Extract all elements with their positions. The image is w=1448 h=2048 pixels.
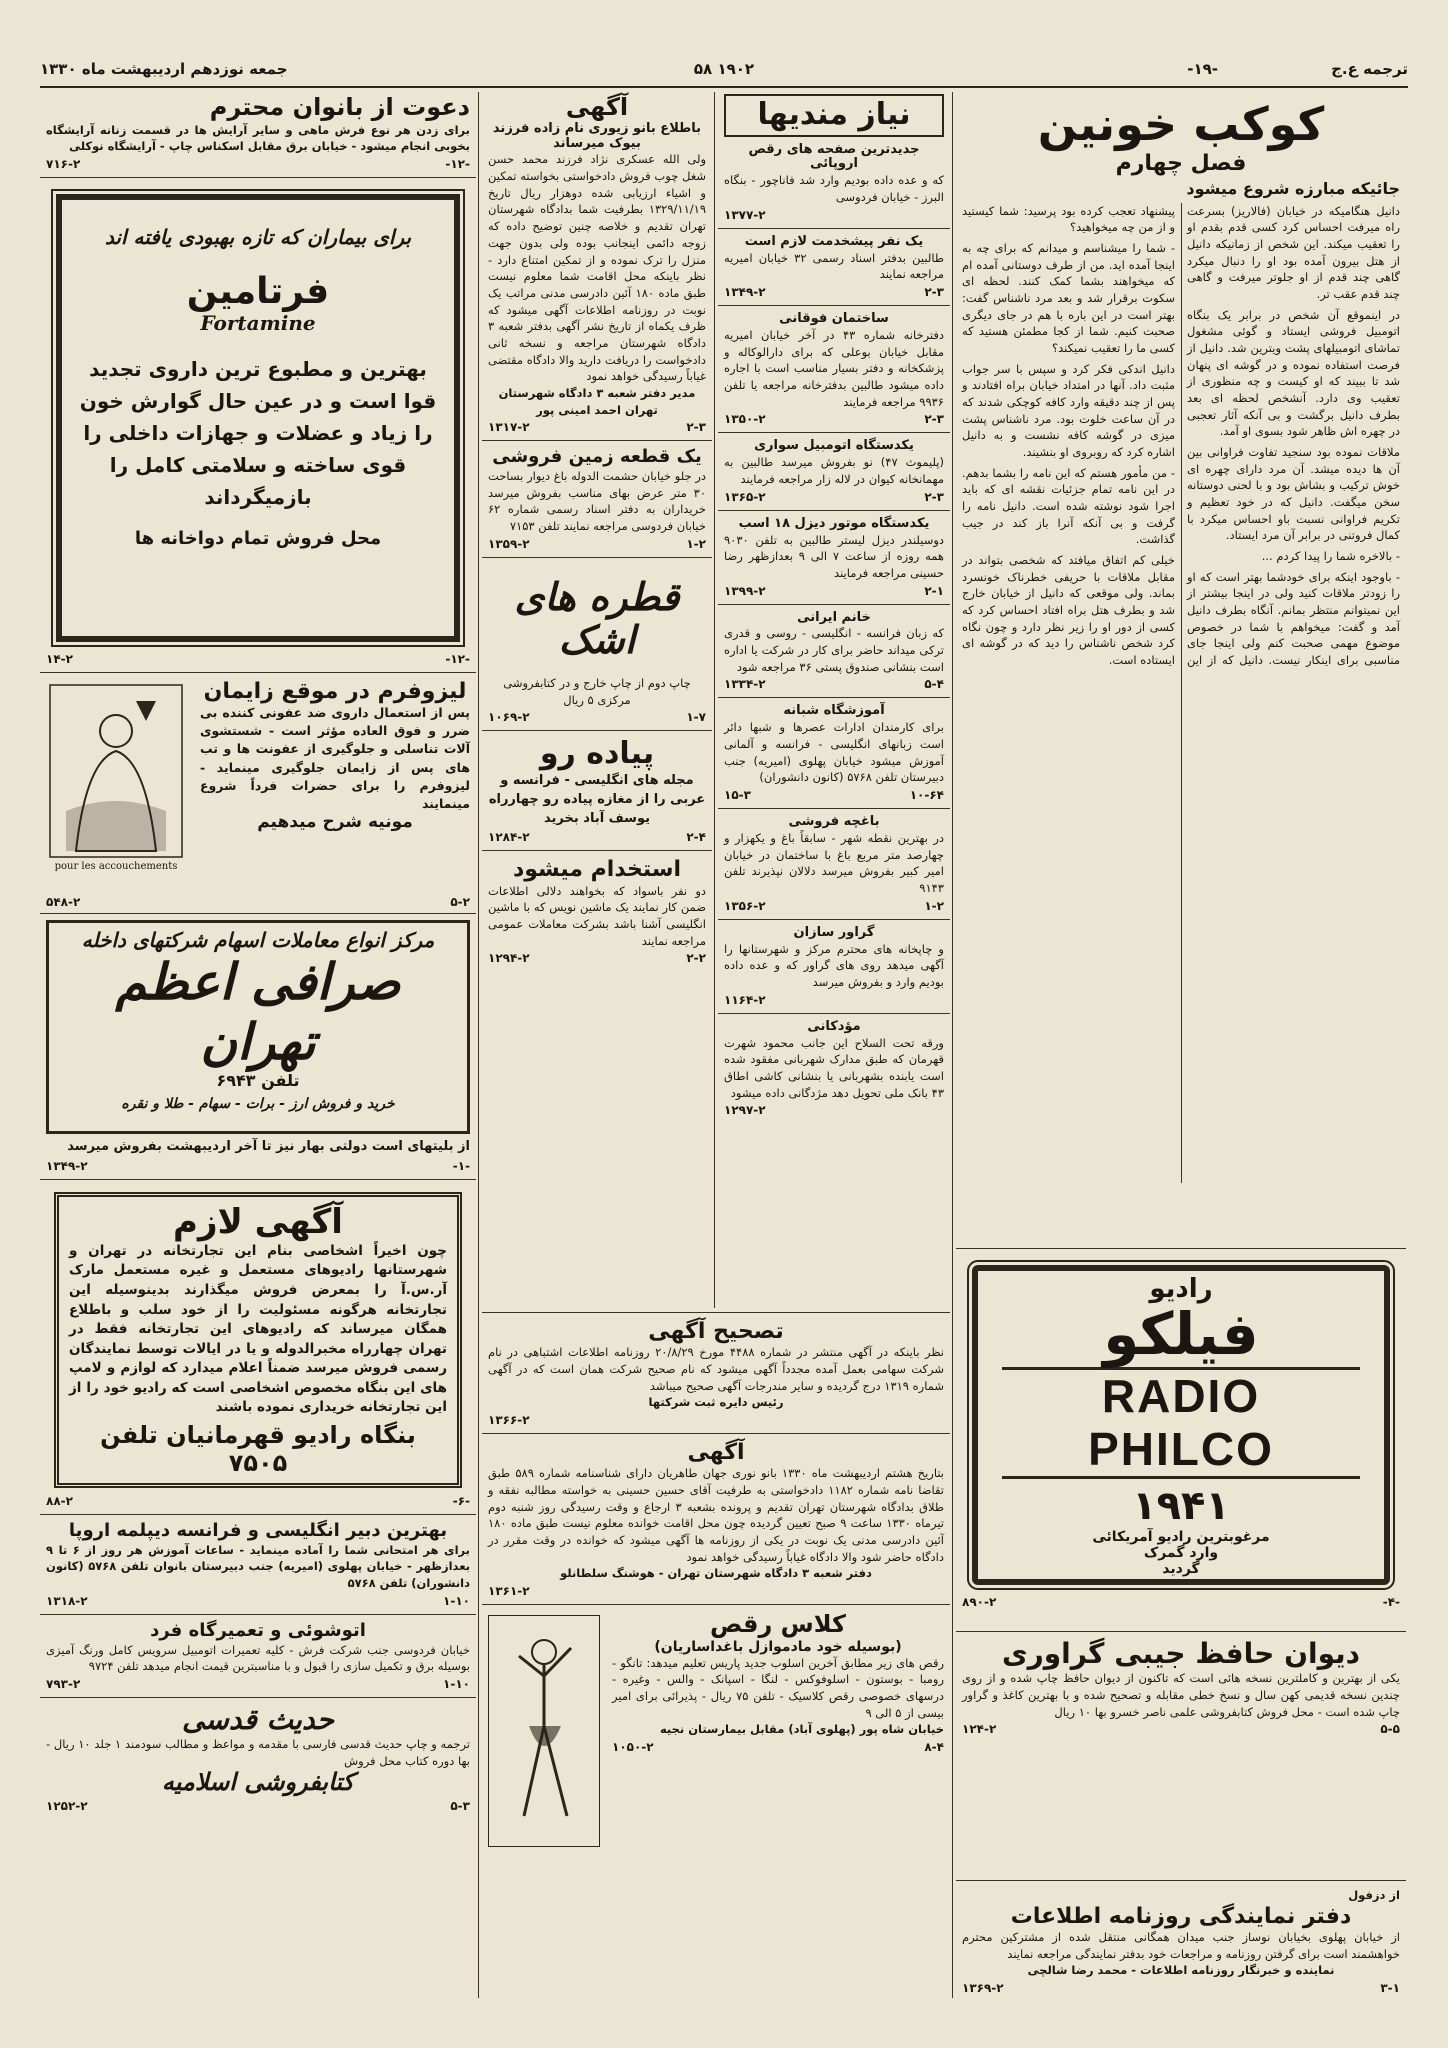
ad-code: ۱۲۹۷-۲ [724, 1103, 766, 1118]
ad-azam-exchange [40, 918, 476, 1175]
radio-sub: مرغوبترین رادیو آمریکائی [1092, 1528, 1270, 1545]
ad-small-head: از دزفول [1348, 1888, 1400, 1902]
column-rule [478, 92, 479, 1998]
page-number: -۱۹- [1187, 60, 1218, 78]
ad-body: مجله های انگلیسی - فرانسه و عربی را از مغازه پیاده رو چهارراه یوسف آباد بخرید [488, 772, 706, 826]
ad-body: در بهترین نقطه شهر - سابقاً باغ و یکهزار و چهارصد متر مربع باغ با ساختمان در خیابان امیر کبیر بفروش میرسد دلالان نپذیرند تلفن ۹۱۴۳ [724, 831, 944, 896]
ad-sub: خرید و فروش ارز - برات - سهام - طلا و نقره [121, 1096, 395, 1113]
story-paragraph: دانیل اندکی فکر کرد و سپس با سر جواب مثبت داد. آنها در امتداد خیابان براه افتادند و پس از چند دقیقه وارد کافه کوچکی شدند که در آن ساعت خلوت بود. مرد ناشناس پشت میزی در گوشه کافه نشست و به دانیل اشاره کرد که روبروی او بنشیند. [962, 361, 1175, 459]
ad-title: آموزشگاه شبانه [783, 703, 885, 719]
ad-title: یک قطعه زمین فروشی [492, 446, 702, 468]
column-notices [482, 92, 712, 1308]
ad-code: ۱۳۶۶-۲ [488, 1412, 530, 1427]
ad-code: ۲-۳ ۱۳۵۰-۲ [724, 412, 944, 427]
ad-title: گراور سازان [793, 924, 875, 940]
story-paragraph: در اینموقع آن شخص در برابر یک بنگاه اتومبیل فروشی ایستاد و گوئی مشغول تماشای اتومبیلهای پشت ویترین شد. دانیل از فرصت استفاده نموده و در گوشه ای پنهان شد تا ببیند که او کیست و چه منظوری از تعقیب وی دارد. آنشخص لحظه ای بعد بطرف دانیل برگشت و بی آنکه آثار تعجبی در چهره اش ظاهر شود بسوی او آمد. [1187, 307, 1400, 439]
mother-illustration [46, 681, 186, 881]
ad-code: ۱-۷ ۱۰۶۹-۲ [488, 710, 706, 725]
ad-title: خانم ایرانی [797, 609, 871, 625]
ad-body: دوسیلندر دیزل لیستر طالبین به تلفن ۹۰۳۰ همه روزه از ساعت ۷ الی ۹ بعدازظهر رضا حسینی مراجعه فرمایند [724, 532, 944, 580]
ad-body: در جلو خیابان حشمت الدوله باغ دیوار بساحت ۳۰ متر عرض بهای مناسب بفروش میرسد خریداران به دفتر اسناد رسمی شماره ۶۲ خیابان فردوسی مراجعه نمایند تلفن ۷۱۵۳ [488, 468, 706, 533]
ad-title: دیوان حافظ جیبی گراوری [1001, 1637, 1361, 1670]
ad-code: ۳-۱ ۱۳۶۹-۲ [962, 1980, 1400, 1995]
ad-court-notice [482, 92, 712, 436]
ad-sign: دفتر شعبه ۳ دادگاه شهرستان تهران - هوشنگ سلطانلو [560, 1566, 872, 1581]
story-paragraph: - شما را میشناسم و میدانم که برای چه به اینجا آمده اید. من از طرف دوستانی آمده ام که میخواهند بشما کمک کنند. لحظه ای سکوت برقرار شد و بعد مرد ناشناس گفت: بهتر است در این باره با هم در جای دیگری صحبت کنیم. شما از کجا مطمئن هستید که کسی ما را تعقیب نمیکند؟ [962, 240, 1175, 355]
column-rule [714, 92, 715, 1308]
story-title: کوکب خونین [1037, 97, 1325, 151]
ad-code: ۸-۴ ۱۰۵۰-۲ [612, 1740, 944, 1755]
ad-title: کلاس رقص [710, 1609, 846, 1638]
brand-fa: فرتامین [186, 270, 330, 312]
ad-code: ۱-۲ ۱۳۵۶-۲ [724, 898, 944, 913]
ad-night-school [718, 702, 950, 804]
ad-body: (پلیموث ۴۷) نو بفروش میرسد طالبین به مهمانخانه کیوان در لاله زار مراجعه فرمایند [724, 455, 944, 486]
ad-hiring [482, 855, 712, 967]
ad-body: دو نفر باسواد که بخواهند دلالی اطلاعات ضمن کار نمایند یک ماشین نویس که با ماشین انگلیسی آشنا باشد بشرکت معاملات عمومی مراجعه نمایند [488, 883, 706, 948]
ad-footer: محل فروش تمام دواخانه ها [134, 528, 382, 550]
ad-code: ۱-۲ ۱۳۵۹-۲ [488, 536, 706, 551]
ad-sidewalk-shop [482, 735, 712, 846]
ad-code: ۱-۱۰ ۷۹۳-۲ [46, 1676, 470, 1691]
ad-title: آگهی [687, 1439, 745, 1465]
translator-credit: ترجمه ع.ج [1331, 60, 1408, 78]
story-paragraph: خیلی کم اتفاق میافتد که شخصی بتواند در مقابل ملاقات با حریفی خطرناک خونسرد بماند. ولی موقعی که دانیل از خیابان خارج شد و بطرف هتل براه افتاد احساس کرد که کسی از دور او را زیر نظر دارد و چون نگاه کرد شخص ناشناس را دید که در گوشه ای ایستاده است. [962, 553, 1175, 668]
ad-code: -۶- ۸۸-۲ [46, 1494, 470, 1509]
column-story [956, 92, 1406, 1998]
ad-title: دعوت از بانوان محترم [209, 93, 470, 121]
ad-title: یکدستگاه اتومبیل سواری [754, 438, 914, 454]
story-chapter: فصل چهارم [1115, 150, 1247, 176]
ad-iranian-lady [718, 609, 950, 694]
ad-phone: تلفن ۶۹۴۳ [216, 1070, 300, 1090]
ad-garden-sale [718, 813, 950, 915]
ad-hadith-book [40, 1702, 476, 1815]
ad-title: جدیدترین صفحه های رقص اروپائی [748, 141, 920, 172]
ad-code: ۱۱۶۴-۲ [724, 992, 766, 1007]
ad-code: ۲-۳ ۱۳۶۵-۲ [724, 489, 944, 504]
radio-sub: وارد گمرک [1143, 1544, 1219, 1561]
issue-date: جمعه نوزدهم اردیبهشت ماه ۱۳۳۰ [40, 60, 288, 78]
column-classifieds [718, 92, 950, 1308]
ad-code: -۴- ۸۹۰-۲ [962, 1595, 1400, 1609]
ad-code: ۵-۵ ۱۲۴-۲ [962, 1722, 1400, 1737]
ad-title: تصحیح آگهی [648, 1319, 784, 1344]
ad-code: ۲-۳ ۱۳۱۷-۲ [488, 420, 706, 435]
classifieds-head: نیاز مندیها [724, 94, 944, 137]
column-rule [952, 92, 953, 1998]
ad-sign: نماینده و خبرنگار روزنامه اطلاعات - محمد رضا شالچی [1027, 1963, 1335, 1978]
story-subtitle: جائیکه مبارزه شروع میشود [1186, 179, 1400, 199]
ad-title: یک نفر پیشخدمت لازم است [744, 233, 924, 249]
ad-code: ۱-۱۰ ۱۳۱۸-۲ [46, 1593, 470, 1608]
ad-body: و چاپخانه های محترم مرکز و شهرستانها را آگهی میدهد روی های گراور که و عده داده بودیم وارد و بفروش میرسد [724, 941, 944, 990]
ad-code: ۱۳۷۷-۲ [724, 207, 766, 222]
illustration-caption: pour les accouchements [54, 860, 178, 872]
ad-headline: برای بیماران که تازه بهبودی یافته اند [104, 224, 412, 249]
ad-body: رقص های زیر مطابق آخرین اسلوب جدید پاریس تعلیم میدهد: تانگو - رومبا - بوستون - اسلوفوکس - لنگا - اسپانک - والس - وغیره - درسهای خصوصی رقص کلاسیک - تلفن ۷۵ ریال - پذیرائی برای امیر بیسی از ۵ الی ۹ [612, 1655, 944, 1720]
ad-body: طالبین بدفتر اسناد رسمی ۳۲ خیابان امیریه مراجعه نمایند [724, 250, 944, 282]
ad-code: ۱۳۶۱-۲ [488, 1583, 530, 1598]
ad-brand: صرافی اعظم تهران [115, 952, 401, 1071]
ad-code: ۵-۳ ۱۲۵۲-۲ [46, 1798, 470, 1813]
page-header [40, 58, 1408, 88]
ad-title: مؤدکانی [807, 1018, 861, 1034]
ad-note: از بلیتهای است دولتی بهار نیز تا آخر اردیبهشت بفروش میرسد [67, 1138, 470, 1154]
ad-body: پس از استعمال داروی ضد عفونی کننده بی ضرر و فوق العاده مؤثر است - شستشوی آلات تناسلی و جلوگیری از عفونت ها و تب های پس از زایمان جلوگیری مینماید - لیزوفرم را برای حضرات فرداً شروع مینمایند [200, 705, 470, 811]
ad-tutor [40, 1519, 476, 1610]
radio-word: رادیو [1149, 1274, 1213, 1304]
ad-sign: مدیر دفتر شعبه ۳ دادگاه شهرستان تهران احمد امینی پور [498, 385, 696, 417]
ad-radio-philco [956, 1253, 1406, 1627]
ad-dezful-office [956, 1880, 1406, 1998]
ad-car [718, 437, 950, 505]
ad-body: بهترین و مطبوع ترین داروی تجدید قوا است و در عین حال گوارش خون را زیاد و عضلات و جهازات داخلی را قوی ساخته و سلامتی کامل را بازمیگرداند [79, 357, 437, 510]
ad-body: بتاریخ هشتم اردیبهشت ماه ۱۳۳۰ بانو نوری جهان طاهریان دارای شناسنامه شماره ۵۸۹ طبق تقاضا نامه شماره ۱۱۸۲ دادخواستی به طرفیت آقای حسین حسینی به خواسته مطالبه نفقه و طلاق بدادگاه شهرستان تهران تقدیم و پرونده بشعبه ۳ ارجاع و وقت رسیدگی روز شنبه دوم تیرماه ۱۳۳۰ ساعت ۹ صبح تعیین گردیده چون محل اقامت خوانده معلوم نیست طبق ماده ۱۸۰ آئین دادرسی مدنی یک نوبت در یکی از روزنامه ها آگهی میشود که خوانده در وقت مقرر در دادگاه حاضر شود والا دادگاه غیاباً رسیدگی خواهد نمود [488, 1466, 944, 1564]
ad-waiter [718, 233, 950, 301]
ad-title: پیاده رو [539, 736, 655, 772]
ad-body: چاپ دوم از چاپ خارج و در کتابفروشی مرکزی ۵ ریال [503, 675, 691, 707]
ad-title: آگهی لازم [173, 1201, 343, 1242]
ad-code: ۲-۴ ۱۲۸۴-۲ [488, 830, 706, 845]
ad-body: برای کارمندان ادارات عصرها و شبها دائر است زبانهای انگلیسی - فرانسه و آلمانی آموزش میشود خیابان پهلوی (امیریه) جنب دبیرستان تلفن ۵۷۶۸ (کانون دانشوران) [724, 720, 944, 785]
ad-fortamine [40, 182, 476, 668]
dancer-illustration [488, 1615, 600, 1847]
ad-body: که زبان فرانسه - انگلیسی - روسی و قدری ترکی میداند حاضر برای کار در شرکت یا اداره است بنشانی صندوق پستی ۳۶ مراجعه شود [724, 626, 944, 674]
story-paragraph: - بالاخره شما را پیدا کردم ... [1261, 549, 1400, 564]
issue-number: ۱۹۰۲ ۵۸ [693, 60, 755, 78]
ad-title: ساختمان فوقانی [779, 311, 889, 326]
ad-diesel-engine [718, 515, 950, 600]
ad-body: خیابان فردوسی جنب شرکت فرش - کلیه تعمیرات اتومبیل سرویس کامل ورنگ آمیزی بوسیله برق و تکمیل سازی را قبول و با مناسبترین قیمت انجام میدهد تلفن ۹۷۲۴ [46, 1642, 470, 1674]
ad-body: دفترخانه شماره ۴۳ در آخر خیابان امیریه مقابل خیابان بوعلی که برای دارالوکاله و پزشکخانه و دفتر بسیار مناسب است با اجاره داده میشود طالبین بدفترخانه مراجعه یا تلفن ۹۹۳۶ مراجعه فرمایند [724, 327, 944, 409]
ad-subtitle: باطلاع بانو زیوری نام زاده فرزند بیوک میرساند [492, 120, 702, 151]
ad-address: خیابان شاه پور (پهلوی آباد) مقابل بیمارستان نجیه [659, 1722, 944, 1737]
ad-title: دفتر نمایندگی روزنامه اطلاعات [1010, 1903, 1352, 1929]
ad-code: ۲-۳ ۱۳۴۹-۲ [724, 285, 944, 299]
ad-code: ۲-۲ ۱۲۹۴-۲ [488, 951, 706, 966]
ad-title: آگهی [565, 93, 629, 121]
ad-title: لیزوفرم در موقع زایمان [203, 678, 467, 704]
radio-brand-fa: فیلکو [1103, 1299, 1259, 1368]
ad-top: مرکز انواع معاملات اسهام شرکتهای داخله [81, 927, 435, 952]
ad-body: ورقه تحت السلاح این جانب محمود شهرت قهرمان که طبق مدارک شهربانی مفقود شده است یابنده بشهربانی یا بنشانی کاشی اطاق ۴۳ بانک ملی تحویل دهد مژدگانی داده میشود [724, 1035, 944, 1100]
brand-latin: Fortamine [200, 311, 316, 336]
ad-code: ۵-۲ ۵۴۸-۲ [46, 894, 470, 909]
ad-title: قطره های اشک [514, 574, 680, 663]
ad-divan-hafez [956, 1636, 1406, 1760]
column-notices-wide [482, 1312, 950, 1998]
ad-code: -۱۲- ۷۱۶-۲ [46, 156, 470, 171]
ad-records [718, 141, 950, 224]
ad-lysoform [40, 677, 476, 909]
ad-engravers [718, 924, 950, 1009]
ad-land-sale [482, 445, 712, 552]
ad-dance-class [482, 1609, 950, 1863]
ad-footer: کتابفروشی اسلامیه [161, 1768, 355, 1797]
ad-car-wash [40, 1619, 476, 1693]
ad-reward [718, 1018, 950, 1120]
ad-footer: بنگاه رادیو قهرمانیان تلفن ۷۵۰۵ [100, 1420, 416, 1477]
story-paragraph: - باوجود اینکه برای خودشما بهتر است که او را زودتر ملاقات کنید ولی در اینجا بیشتر از این نمیتوانم منتظر بمانم. آنگاه بطرف دانیل آمد و گفت: میخواهم با شما در خصوص موضوع مهمی صحبت کنم ولی اینجا جای مناسبی برای اینکار نیست. دانیل که از این پیشنهاد تعجب کرده بود پرسید: شما کیستید و از من چه میخواهید؟ [962, 203, 1400, 668]
ad-title: استخدام میشود [512, 857, 682, 883]
ad-court-notice-2 [482, 1438, 950, 1600]
ad-body: از خیابان پهلوی بخیابان نوساز جنب میدان همگانی منتقل شده از مشترکین محترم خواهشمند است برای گرفتن روزنامه و مراجعات خود بدفتر نمایندگی مراجعه نمایند [962, 1929, 1400, 1961]
radio-brand-latin: RADIO PHILCO [1002, 1367, 1360, 1479]
ad-code: ۲-۱ ۱۳۹۹-۲ [724, 583, 944, 598]
ad-title: یکدستگاه موتور دیزل ۱۸ اسب [738, 515, 930, 531]
radio-sub: گردید [1162, 1560, 1200, 1577]
ad-title: حدیث قدسی [182, 1702, 334, 1736]
ad-radio-notice [40, 1184, 476, 1510]
radio-year: ۱۹۴۱ [1132, 1482, 1230, 1529]
serial-story [956, 92, 1406, 1244]
ad-body: ترجمه و چاپ حدیث قدسی فارسی با مقدمه و مواعظ و مطالب سودمند ۱ جلد ۱۰ ریال - بها دوره کتاب محل فروش [46, 1737, 470, 1768]
ad-title: بهترین دبیر انگلیسی و فرانسه دیپلمه اروپا [68, 1520, 448, 1542]
column-display-ads [40, 92, 476, 1998]
ad-upper-building [718, 310, 950, 428]
ad-body: چون اخیراً اشخاصی بنام این تجارتخانه در تهران و شهرستانها رادیوهای مستعمل و غیره مستعمل مارک آر.س.آ را بمعرض فروش میگذارند بدینوسیله این تجارتخانه هرگونه مسئولیت را از خود سلب و باطلاع همگان میرساند که رادیوهای این تجارتخانه فقط در تهران چهارراه مخبرالدوله و یا در ایالات توسط نمایندگان رسمی فروش میرسد ضمناً اعلام میدارد که لوازم و لامپ های این بنگاه مخصوص اشخاصی است که رادیو خود را از این تجارتخانه خریداری نموده باشند [69, 1242, 447, 1416]
ad-body: برای زدن هر نوع فرش ماهی و سایر آرایش ها در قسمت زنانه آرایشگاه بخوبی انجام میشود - خیابان برق مقابل اسکناس چاپ - آرایشگاه نوکلی [46, 122, 470, 154]
story-paragraph: - من مأمور هستم که این نامه را بشما بدهم. در این نامه تمام جزئیات نقشه ای که باید اجرا شود نوشته شده است. دانیل نامه را گرفت و بی آنکه آنرا باز کند در جیب گذاشت. [962, 465, 1175, 547]
ad-footer: مونیه شرح میدهیم [257, 811, 413, 832]
ad-code: ۵-۴ ۱۳۳۴-۲ [724, 677, 944, 692]
ad-body: یکی از بهترین و کاملترین نسخه هائی است که تاکنون از دیوان حافظ چاپ شده و از روی چندین نسخه قدیمی کهن سال و نسخ خطی مقابله و تصحیح شده و با بهترین کاغذ و گراور چاپ شده است - محل فروش کتابفروشی علمی ناصر خسرو بها ۱۰ ریال [962, 1671, 1400, 1719]
ad-body: نظر باینکه در آگهی منتشر در شماره ۴۴۸۸ مورخ ۲۰/۸/۲۹ روزنامه اطلاعات اشتباهی در نام شرکت سهامی بعمل آمده مجدداً آگهی میشود که نام صحیح شرکت همان است که در آگهی شماره ۱۳۱۹ درج گردیده و سایر مندرجات آگهی صحیح میباشد [488, 1345, 945, 1393]
ad-code: -۱- ۱۳۴۹-۲ [46, 1158, 470, 1173]
story-paragraph: ملاقات نموده بود سنجید تفاوت فراوانی بین آن ها دیده میشد. آن مرد دارای چهره ای خوش ترکیب و بشاش بود و با لحنی دوستانه سخن میگفت. دانیل که در خود تعظیم و تکریم فراوانی نسبت باو احساس میکرد با کمال فروتنی در برابر آن مرد ایستاد. [1187, 444, 1400, 543]
ad-ladies-salon [40, 92, 476, 173]
ad-body: ولی الله عسکری نژاد فرزند محمد حسن شغل چوب فروش دادخواستی بخواسته تمکین و اشیاء ارزیابی شده دوهزار ریال تاریخ ۱۳۲۹/۱۱/۱۹ بطرفیت شما بدادگاه شهرستان تهران تقدیم و خلاصه چنین توضیح داده که زوجه دائمی اینجانب بوده ولی بدون جهت منزل را ترک نموده و از تمکین امتناع دارد - نظر باینکه محل اقامت شما معلوم نیست طبق ماده ۱۸۰ آئین دادرسی مدنی مراتب یک نوبت در روزنامه اطلاعات آگهی میشود که ظرف یکماه از تاریخ نشر آگهی بدفتر شعبه ۳ دادگاه شهرستان مراجعه و نسخه ثانی دادخواست را دریافت دارید والا دادگاه مقتضی غیاباً رسیدگی خواهد نمود [488, 152, 707, 384]
ad-code: ۱۰-۶۴ ۱۵-۳ [724, 788, 944, 803]
story-paragraph: دانیل هنگامیکه در خیابان (فالاریز) بسرعت راه میرفت احساس کرد کسی قدم بقدم او را تعقیب میکند. این شخص از زمانیکه دانیل از هتل بیرون آمده بود او را دنبال میکرد گاهی چند قدم از او جلوتر میرفت و گاهی چند قدم عقب تر. [1187, 203, 1400, 301]
ad-code: -۱۲- ۱۴-۲ [46, 651, 470, 666]
ad-title: اتوشوئی و تعمیرگاه فرد [150, 1619, 366, 1641]
ad-body: که و عده داده بودیم وارد شد فاناچور - بنگاه البرز - خیابان فردوسی [724, 173, 944, 205]
ad-subtitle: (بوسیله خود مادموازل باغداساریان) [654, 1638, 902, 1655]
ad-title: باغچه فروشی [788, 814, 880, 830]
ad-book-tears [482, 562, 712, 727]
ad-sign: رئیس دایره ثبت شرکتها [648, 1395, 784, 1410]
ad-body: برای هر امتحانی شما را آماده مینماید - ساعات آموزش هر روز از ۶ تا ۹ بعدازظهر - خیابان پهلوی (امیریه) جنب دبیرستان بانوان تلفن ۵۷۶۸ (کانون دانشوران) تلفن ۵۷۶۸ [46, 1542, 471, 1591]
ad-correction [482, 1317, 950, 1429]
